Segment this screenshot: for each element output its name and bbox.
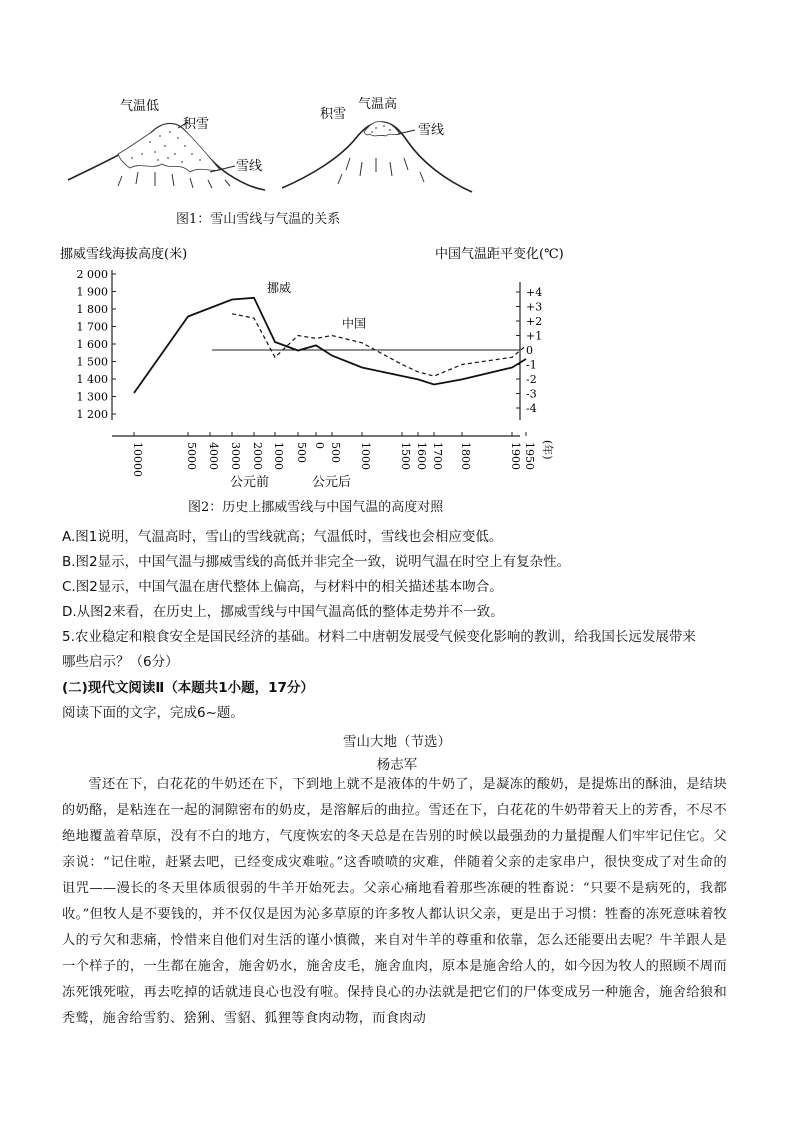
left-tick-label: 1 800: [76, 303, 108, 316]
question-5-line2: 哪些启示？（6分）: [62, 654, 179, 670]
question-5-line1: 5.农业稳定和粮食安全是国民经济的基础。材料二中唐朝发展受气候变化影响的教训，给我国长远发展带来: [62, 629, 696, 645]
bc-label: 公元前: [230, 475, 270, 490]
option-c: C.图2显示，中国气温在唐代整体上偏高，与材料中的相关描述基本吻合。: [62, 579, 503, 595]
instruction: 阅读下面的文字，完成6~题。: [62, 705, 244, 721]
left-tick-label: 1 300: [76, 390, 108, 404]
left-temp-label: 气温低: [120, 99, 160, 114]
left-tick-label: 1 200: [76, 408, 108, 421]
x-tick-label: 1700: [431, 442, 444, 470]
x-tick-label: 10000: [131, 442, 144, 477]
left-tick-label: 1 500: [76, 355, 108, 369]
right-tick-label: -1: [526, 358, 537, 372]
right-tick-label: -4: [526, 402, 537, 415]
x-tick-label: 5000: [185, 442, 198, 470]
series-label-norway: 挪威: [267, 280, 292, 295]
series-label-china: 中国: [342, 316, 367, 331]
figure2-caption: 图2：历史上挪威雪线与中国气温的高度对照: [188, 500, 444, 515]
x-tick-label: 1800: [459, 442, 472, 470]
left-tick-label: 1 600: [76, 338, 108, 351]
x-tick-label: 1950: [523, 442, 536, 470]
left-snow-label: 积雪: [183, 117, 210, 132]
section-heading: (二)现代文阅读Ⅱ（本题共1小题，17分）: [62, 680, 314, 696]
x-tick-label: 2000: [251, 442, 264, 470]
x-tick-label: 1600: [415, 442, 428, 470]
right-tick-label: +1: [526, 329, 543, 343]
left-snowline-label: 雪线: [236, 159, 263, 174]
right-snow-label: 积雪: [320, 107, 347, 122]
right-tick-label: 0: [526, 344, 533, 357]
right-tick-label: -2: [526, 373, 537, 386]
x-tick-label: 3000: [229, 442, 242, 470]
left-tick-label: 1 400: [76, 373, 108, 386]
x-tick-label: 4000: [207, 442, 220, 470]
option-d: D.从图2来看，在历史上，挪威雪线与中国气温高低的整体走势并不一致。: [62, 604, 504, 620]
x-tick-label: 0: [313, 442, 326, 449]
x-tick-label: 1000: [272, 442, 285, 470]
ad-label: 公元后: [312, 475, 352, 490]
option-a: A.图1说明，气温高时，雪山的雪线就高；气温低时，雪线也会相应变低。: [62, 529, 503, 545]
x-unit-label: (年): [541, 440, 554, 460]
right-tick-label: +2: [526, 315, 543, 328]
article-title: 雪山大地（节选）: [343, 734, 451, 750]
figure2-chart: [60, 238, 580, 496]
right-tick-label: -3: [526, 387, 537, 401]
chart-axes: [112, 270, 526, 436]
left-mountain: [68, 122, 265, 190]
left-axis-title: 挪威雪线海拔高度(米): [60, 247, 188, 262]
x-tick-label: 500: [295, 442, 308, 463]
x-tick-label: 1900: [509, 442, 522, 470]
left-tick-label: 1 900: [76, 285, 108, 299]
right-tick-label: +3: [526, 300, 543, 314]
x-tick-label: 500: [329, 442, 342, 463]
series-china-line: [232, 314, 526, 376]
right-snowline-label: 雪线: [418, 123, 445, 138]
article-body: 雪还在下，白花花的牛奶还在下，下到地上就不是液体的牛奶了，是凝冻的酸奶，是提炼出的酥油，是结块的奶酪，是粘连在一起的洞隙密布的奶皮，是溶解后的曲拉。雪还在下，白花花的牛奶带着天上的芳香，不尽不绝地覆盖着草原，没有不白的地方，气度恢宏的冬天总是在告别的时候以最强劲的力量提醒人们牢牢记住它。父亲说：“记住啦，赶紧去吧，已经变成灾难啦。”这香喷喷的灾难，伴随着父亲的走家串户，很快变成了对生命的诅咒——漫长的冬天里体质很弱的牛羊开始死去。父亲心痛地看着那些冻硬的牲畜说：“只要不是病死的，我都收。”但牧人是不要钱的，并不仅仅是因为沁多草原的许多牧人都认识父亲，更是出于习惯：牲畜的冻死意味着牧人的亏欠和悲痛，怜惜来自他们对生活的谨小慎微，来自对牛羊的尊重和依靠，怎么还能要出去呢？牛羊跟人是一个样子的，一生都在施舍，施舍奶水，施舍皮毛，施舍血肉，原本是施舍给人的，如今因为牧人的照顾不周而冻死饿死啦，再去吃掉的话就违良心也没有啦。保持良心的办法就是把它们的尸体变成另一种施舍，施舍给狼和秃鹫，施舍给雪豹、猞猁、雪貂、狐狸等食肉动物，而食肉动: [62, 777, 727, 1026]
x-tick-label: 1000: [359, 442, 372, 470]
left-tick-label: 1 700: [76, 320, 108, 334]
chart-plot: [134, 298, 526, 393]
figure1-caption: 图1：雪山雪线与气温的关系: [176, 212, 341, 227]
left-tick-label: 2 000: [76, 268, 108, 281]
right-tick-label: +4: [526, 286, 543, 299]
series-norway-line: [134, 298, 526, 393]
right-axis-title: 中国气温距平变化(℃): [435, 247, 564, 262]
right-temp-label: 气温高: [358, 97, 398, 112]
option-b: B.图2显示，中国气温与挪威雪线的高低并非完全一致，说明气温在时空上有复杂性。: [62, 554, 571, 570]
article-author: 杨志军: [376, 757, 418, 773]
x-tick-label: 1500: [399, 442, 412, 470]
